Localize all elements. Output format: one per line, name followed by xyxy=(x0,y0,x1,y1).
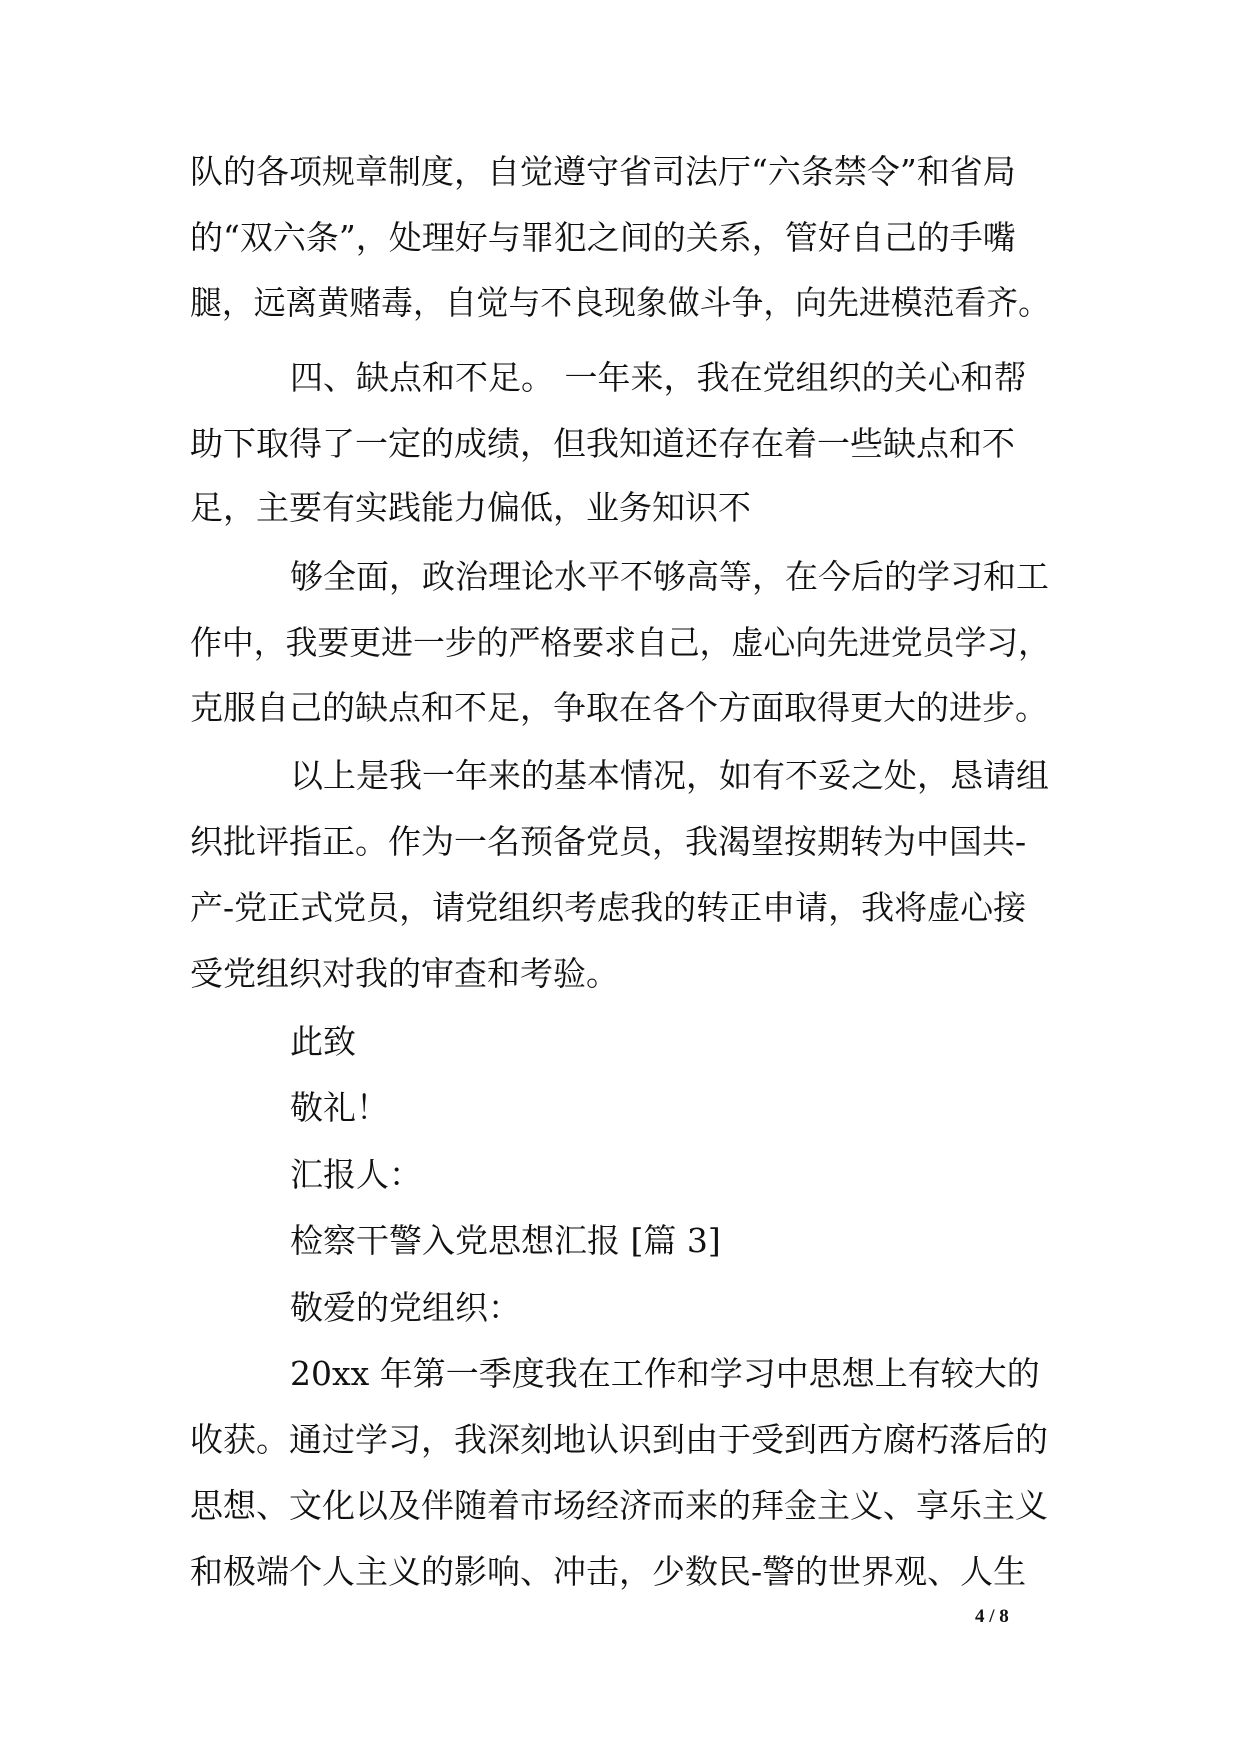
text-line: 织批评指正。作为一名预备党员，我渴望按期转为中国共- xyxy=(190,822,1027,861)
text-line: 受党组织对我的审查和考验。 xyxy=(190,954,619,993)
section-heading: 检察干警入党思想汇报 [篇 3] xyxy=(290,1221,721,1260)
text-line: 以上是我一年来的基本情况，如有不妥之处，恳请组 xyxy=(290,756,1049,795)
greeting: 敬爱的党组织： xyxy=(290,1288,521,1327)
closing-regards: 敬礼！ xyxy=(290,1088,389,1127)
text-line: 足，主要有实践能力偏低，业务知识不 xyxy=(190,488,751,527)
reporter-label: 汇报人： xyxy=(290,1155,422,1194)
text-line: 四、缺点和不足。 一年来，我在党组织的关心和帮 xyxy=(290,358,1027,397)
closing-salutation: 此致 xyxy=(290,1022,356,1061)
text-line: 腿，远离黄赌毒，自觉与不良现象做斗争，向先进模范看齐。 xyxy=(190,283,1050,322)
text-line: 队的各项规章制度，自觉遵守省司法厅“六条禁令”和省局 xyxy=(190,152,1016,191)
text-line: 作中，我要更进一步的严格要求自己，虚心向先进党员学习， xyxy=(190,623,1050,662)
page-number: 4 / 8 xyxy=(975,1606,1009,1627)
text-line: 产-党正式党员，请党组织考虑我的转正申请，我将虚心接 xyxy=(190,888,1027,927)
text-line: 和极端个人主义的影响、冲击，少数民-警的世界观、人生 xyxy=(190,1552,1027,1591)
text-line: 的“双六条”，处理好与罪犯之间的关系，管好自己的手嘴 xyxy=(190,218,1016,257)
text-line: 思想、文化以及伴随着市场经济而来的拜金主义、享乐主义 xyxy=(190,1486,1048,1525)
text-line: 20xx 年第一季度我在工作和学习中思想上有较大的 xyxy=(290,1354,1040,1393)
text-line: 收获。通过学习，我深刻地认识到由于受到西方腐朽落后的 xyxy=(190,1420,1048,1459)
text-line: 助下取得了一定的成绩，但我知道还存在着一些缺点和不 xyxy=(190,424,1015,463)
text-line: 克服自己的缺点和不足，争取在各个方面取得更大的进步。 xyxy=(190,688,1048,727)
text-line: 够全面，政治理论水平不够高等，在今后的学习和工 xyxy=(290,557,1049,596)
